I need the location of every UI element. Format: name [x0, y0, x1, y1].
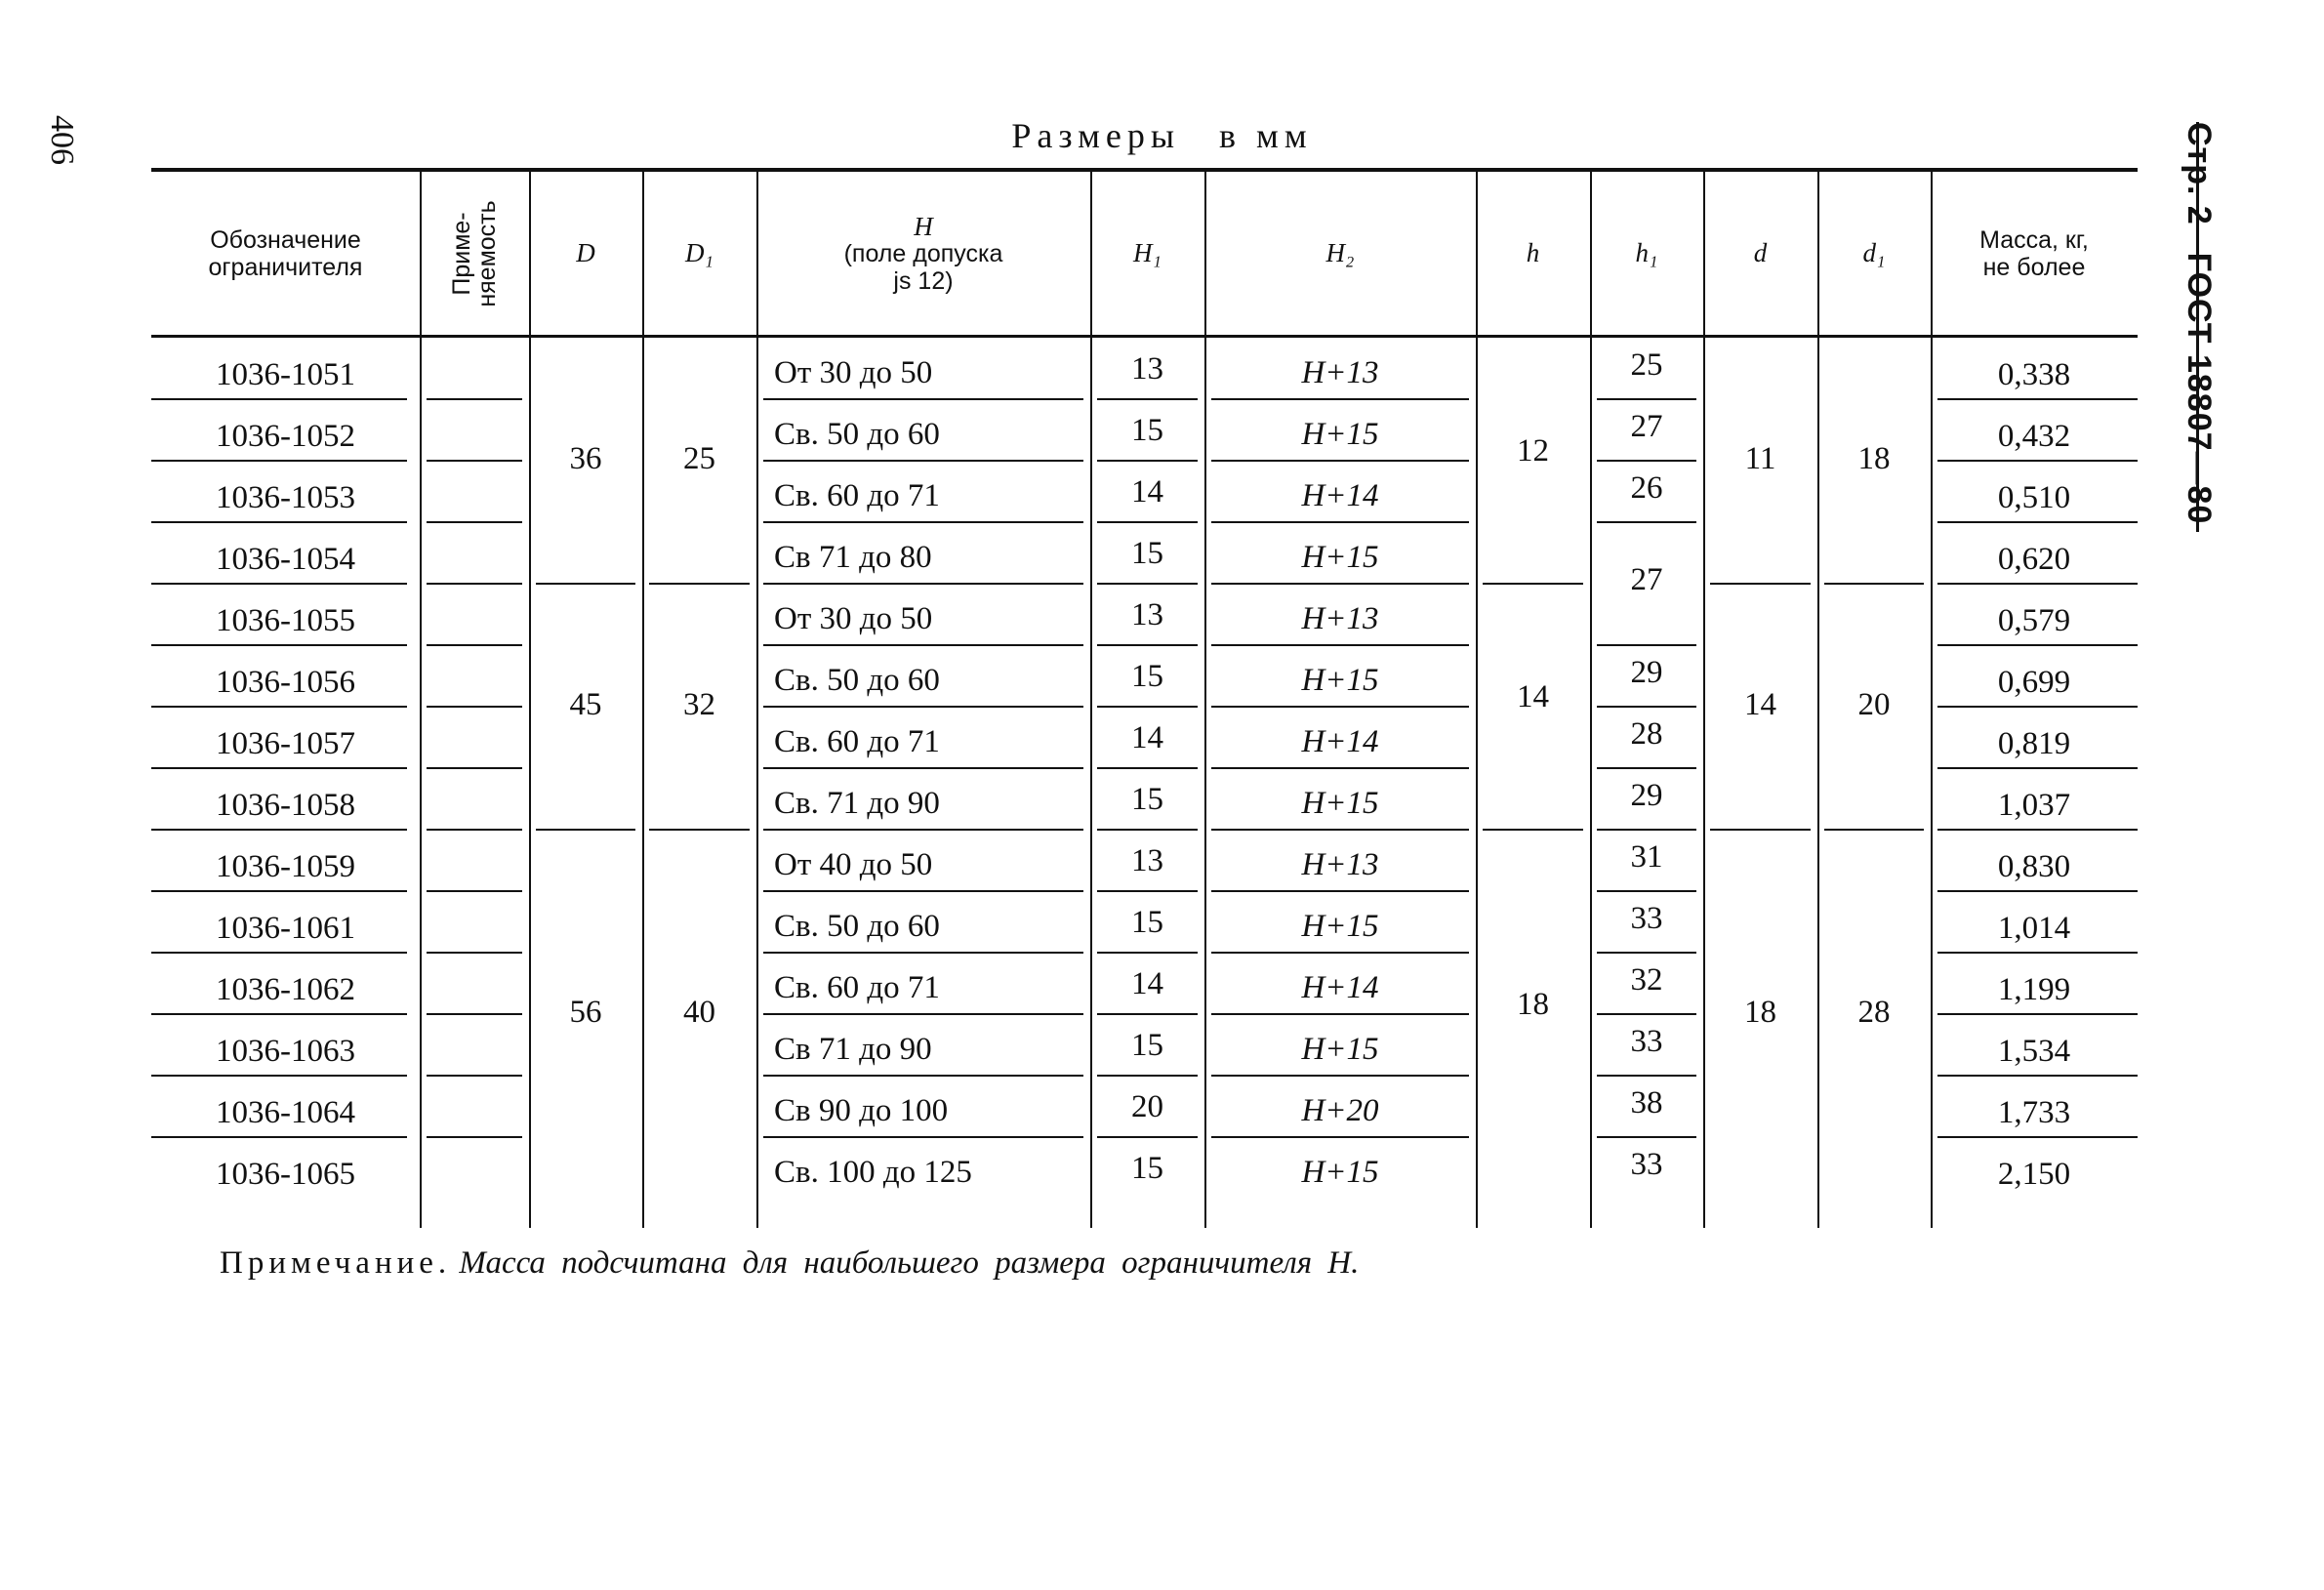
cell-H1: 20 — [1131, 1089, 1163, 1124]
cell-designation: 1036-1059 — [216, 849, 355, 884]
row-rule — [1211, 1075, 1469, 1077]
cell-H: Св. 60 до 71 — [774, 970, 940, 1005]
row-rule — [151, 583, 407, 585]
row-rule — [427, 706, 522, 708]
cell-H: От 30 до 50 — [774, 355, 933, 390]
cell-h1: 33 — [1630, 900, 1663, 936]
row-rule — [427, 398, 522, 400]
cell-d1: 18 — [1857, 441, 1891, 476]
caption-suffix: в мм — [1219, 116, 1313, 155]
row-rule — [763, 1136, 1083, 1138]
row-rule — [1937, 460, 2138, 462]
row-rule — [1211, 1136, 1469, 1138]
row-rule — [151, 1136, 407, 1138]
side-header-standard: ГОСТ 18807—80 — [2181, 252, 2218, 525]
cell-H: Св 71 до 80 — [774, 540, 932, 575]
cell-designation: 1036-1057 — [216, 726, 355, 761]
cell-H1: 15 — [1131, 413, 1163, 448]
row-rule — [427, 890, 522, 892]
header-H2: H₂ — [1325, 238, 1355, 267]
header-H: H (поле допуска js 12) — [843, 211, 1003, 295]
row-rule — [1710, 583, 1811, 585]
row-rule — [763, 706, 1083, 708]
cell-H: Св. 60 до 71 — [774, 478, 940, 513]
cell-mass: 0,620 — [1997, 542, 2071, 577]
row-rule — [1097, 1075, 1198, 1077]
row-rule — [1211, 644, 1469, 646]
row-rule — [1937, 398, 2138, 400]
cell-designation: 1036-1061 — [216, 911, 355, 946]
cell-h1: 29 — [1630, 777, 1663, 813]
row-rule — [427, 460, 522, 462]
cell-H: Св. 50 до 60 — [774, 909, 940, 944]
cell-d: 11 — [1744, 441, 1776, 476]
row-rule — [1824, 829, 1924, 831]
page-number: 406 — [44, 115, 80, 165]
row-rule — [1937, 521, 2138, 523]
row-rule — [151, 521, 407, 523]
cell-H1: 14 — [1131, 720, 1163, 755]
row-rule — [1597, 1075, 1696, 1077]
row-rule — [151, 890, 407, 892]
row-rule — [1597, 890, 1696, 892]
row-rule — [1211, 460, 1469, 462]
cell-designation: 1036-1058 — [216, 788, 355, 823]
row-rule — [763, 1075, 1083, 1077]
cell-h1: 29 — [1630, 654, 1663, 690]
cell-h1: 25 — [1630, 347, 1663, 383]
cell-mass: 0,819 — [1997, 726, 2071, 761]
cell-H2: H+13 — [1301, 847, 1379, 882]
row-rule — [763, 398, 1083, 400]
row-rule — [427, 767, 522, 769]
row-rule — [536, 829, 635, 831]
cell-H1: 13 — [1131, 843, 1163, 878]
cell-designation: 1036-1062 — [216, 972, 355, 1007]
cell-H: Св. 50 до 60 — [774, 663, 940, 698]
row-rule — [151, 460, 407, 462]
row-rule — [1937, 890, 2138, 892]
row-rule — [1597, 398, 1696, 400]
cell-mass: 0,338 — [1997, 357, 2071, 392]
row-rule — [1597, 767, 1696, 769]
cell-d: 14 — [1744, 687, 1776, 722]
row-rule — [1211, 952, 1469, 954]
cell-H2: H+15 — [1301, 540, 1379, 575]
cell-D1: 25 — [683, 441, 715, 476]
cell-h1: 33 — [1630, 1023, 1663, 1059]
side-header — [2180, 122, 2218, 524]
row-rule — [1097, 706, 1198, 708]
header-D: D — [576, 238, 595, 267]
row-rule — [649, 829, 750, 831]
row-rule — [1097, 1013, 1198, 1015]
cell-H: Св. 71 до 90 — [774, 786, 940, 821]
row-rule — [1824, 583, 1924, 585]
header-h1: h₁ — [1635, 238, 1658, 267]
cell-D1: 40 — [683, 995, 715, 1030]
header-d1: d₁ — [1862, 238, 1886, 267]
row-rule — [151, 398, 407, 400]
cell-H1: 15 — [1131, 782, 1163, 817]
cell-D: 45 — [569, 687, 602, 722]
cell-H: Св. 50 до 60 — [774, 417, 940, 452]
table-note — [220, 1245, 1359, 1282]
row-rule — [1211, 521, 1469, 523]
cell-D: 56 — [569, 995, 602, 1030]
cell-mass: 0,432 — [1997, 419, 2071, 454]
cell-mass: 2,150 — [1997, 1157, 2071, 1192]
cell-H: Св. 60 до 71 — [774, 724, 940, 759]
cell-H1: 13 — [1131, 597, 1163, 632]
cell-H2: H+15 — [1301, 1155, 1379, 1190]
row-rule — [1937, 767, 2138, 769]
row-rule — [1211, 706, 1469, 708]
cell-H1: 14 — [1131, 966, 1163, 1001]
cell-H2: H+15 — [1301, 909, 1379, 944]
row-rule — [649, 583, 750, 585]
cell-h: 14 — [1517, 679, 1549, 714]
cell-designation: 1036-1055 — [216, 603, 355, 638]
row-rule — [427, 952, 522, 954]
row-rule — [763, 952, 1083, 954]
row-rule — [1097, 1136, 1198, 1138]
row-rule — [1937, 583, 2138, 585]
header-applicability: Приме- няемость — [448, 200, 501, 307]
row-rule — [151, 1075, 407, 1077]
cell-h1: 27 — [1630, 562, 1663, 597]
row-rule — [1211, 398, 1469, 400]
table-caption — [0, 115, 2324, 156]
row-rule — [1483, 829, 1583, 831]
row-rule — [427, 521, 522, 523]
cell-D: 36 — [569, 441, 602, 476]
row-rule — [763, 890, 1083, 892]
cell-H1: 15 — [1131, 536, 1163, 571]
cell-designation: 1036-1053 — [216, 480, 355, 515]
cell-H: От 30 до 50 — [774, 601, 933, 636]
cell-H1: 15 — [1131, 659, 1163, 694]
row-rule — [427, 1013, 522, 1015]
row-rule — [1097, 521, 1198, 523]
cell-H: Св 90 до 100 — [774, 1093, 949, 1128]
cell-h1: 38 — [1630, 1084, 1663, 1121]
row-rule — [1937, 644, 2138, 646]
row-rule — [1597, 952, 1696, 954]
row-rule — [763, 521, 1083, 523]
row-rule — [1097, 644, 1198, 646]
cell-H1: 15 — [1131, 905, 1163, 940]
row-rule — [1211, 767, 1469, 769]
row-rule — [1211, 1013, 1469, 1015]
row-rule — [151, 644, 407, 646]
cell-designation: 1036-1051 — [216, 357, 355, 392]
header-h: h — [1526, 238, 1540, 267]
cell-H2: H+20 — [1301, 1093, 1379, 1128]
cell-mass: 1,199 — [1997, 972, 2071, 1007]
row-rule — [1597, 1013, 1696, 1015]
cell-mass: 0,579 — [1997, 603, 2071, 638]
row-rule — [1097, 952, 1198, 954]
row-rule — [1097, 398, 1198, 400]
row-rule — [1937, 706, 2138, 708]
row-rule — [427, 644, 522, 646]
row-rule — [1097, 890, 1198, 892]
header-mass: Масса, кг, не более — [1979, 225, 2089, 281]
row-rule — [1597, 521, 1696, 523]
cell-h: 12 — [1517, 433, 1549, 469]
cell-mass: 1,534 — [1997, 1034, 2071, 1069]
cell-H2: H+14 — [1301, 478, 1379, 513]
cell-H1: 14 — [1131, 474, 1163, 510]
cell-mass: 0,699 — [1997, 665, 2071, 700]
cell-H: Св. 100 до 125 — [774, 1155, 972, 1190]
row-rule — [427, 1075, 522, 1077]
cell-H2: H+14 — [1301, 970, 1379, 1005]
cell-designation: 1036-1064 — [216, 1095, 355, 1130]
row-rule — [1937, 952, 2138, 954]
row-rule — [1937, 1075, 2138, 1077]
caption-prefix: Размеры — [1011, 116, 1181, 155]
cell-mass: 1,014 — [1997, 911, 2071, 946]
row-rule — [151, 1013, 407, 1015]
row-rule — [1597, 644, 1696, 646]
cell-H2: H+13 — [1301, 355, 1379, 390]
side-header-page: Стр. 2 — [2181, 122, 2218, 225]
cell-h1: 33 — [1630, 1146, 1663, 1182]
cell-d: 18 — [1744, 995, 1776, 1030]
row-rule — [1097, 583, 1198, 585]
cell-h1: 27 — [1630, 408, 1663, 444]
cell-h1: 28 — [1630, 715, 1663, 752]
header-d: d — [1753, 238, 1768, 267]
cell-d1: 28 — [1857, 995, 1891, 1030]
cell-H1: 15 — [1131, 1151, 1163, 1186]
cell-d1: 20 — [1857, 687, 1891, 722]
row-rule — [151, 767, 407, 769]
row-rule — [1937, 1013, 2138, 1015]
row-rule — [1097, 767, 1198, 769]
cell-h1: 26 — [1630, 469, 1663, 506]
header-H1: H₁ — [1133, 238, 1162, 267]
header-designation: Обозначение ограничителя — [208, 225, 363, 281]
row-rule — [763, 767, 1083, 769]
cell-designation: 1036-1056 — [216, 665, 355, 700]
row-rule — [1937, 1136, 2138, 1138]
row-rule — [1597, 829, 1696, 831]
row-rule — [151, 706, 407, 708]
row-rule — [1211, 829, 1469, 831]
row-rule — [427, 1136, 522, 1138]
cell-designation: 1036-1065 — [216, 1157, 355, 1192]
row-rule — [1937, 829, 2138, 831]
row-rule — [427, 583, 522, 585]
cell-H2: H+15 — [1301, 1032, 1379, 1067]
row-rule — [1597, 460, 1696, 462]
cell-H1: 13 — [1131, 351, 1163, 387]
cell-h1: 31 — [1630, 838, 1663, 875]
cell-H2: H+14 — [1301, 724, 1379, 759]
row-rule — [763, 460, 1083, 462]
note-lead: Примечание. — [220, 1245, 452, 1281]
cell-h: 18 — [1517, 987, 1549, 1022]
row-rule — [763, 829, 1083, 831]
row-rule — [1597, 706, 1696, 708]
cell-D1: 32 — [683, 687, 715, 722]
row-rule — [151, 952, 407, 954]
row-rule — [763, 583, 1083, 585]
row-rule — [536, 583, 635, 585]
row-rule — [763, 644, 1083, 646]
row-rule — [151, 829, 407, 831]
cell-H2: H+13 — [1301, 601, 1379, 636]
cell-H1: 15 — [1131, 1028, 1163, 1063]
cell-mass: 1,037 — [1997, 788, 2071, 823]
cell-designation: 1036-1052 — [216, 419, 355, 454]
cell-H2: H+15 — [1301, 417, 1379, 452]
cell-h1: 32 — [1630, 961, 1663, 998]
cell-H: От 40 до 50 — [774, 847, 933, 882]
cell-designation: 1036-1054 — [216, 542, 355, 577]
row-rule — [763, 1013, 1083, 1015]
row-rule — [427, 829, 522, 831]
row-rule — [1483, 583, 1583, 585]
row-rule — [1597, 1136, 1696, 1138]
row-rule — [1097, 829, 1198, 831]
cell-designation: 1036-1063 — [216, 1034, 355, 1069]
note-text: Масса подсчитана для наибольшего размера ограничителя H. — [459, 1245, 1360, 1281]
cell-mass: 1,733 — [1997, 1095, 2071, 1130]
row-rule — [1710, 829, 1811, 831]
cell-mass: 0,830 — [1997, 849, 2071, 884]
cell-H2: H+15 — [1301, 663, 1379, 698]
header-D1: D₁ — [685, 238, 714, 267]
row-rule — [1211, 583, 1469, 585]
row-rule — [1097, 460, 1198, 462]
table-header-rule — [151, 335, 2138, 338]
cell-mass: 0,510 — [1997, 480, 2071, 515]
cell-H2: H+15 — [1301, 786, 1379, 821]
row-rule — [1211, 890, 1469, 892]
cell-H: Св 71 до 90 — [774, 1032, 932, 1067]
